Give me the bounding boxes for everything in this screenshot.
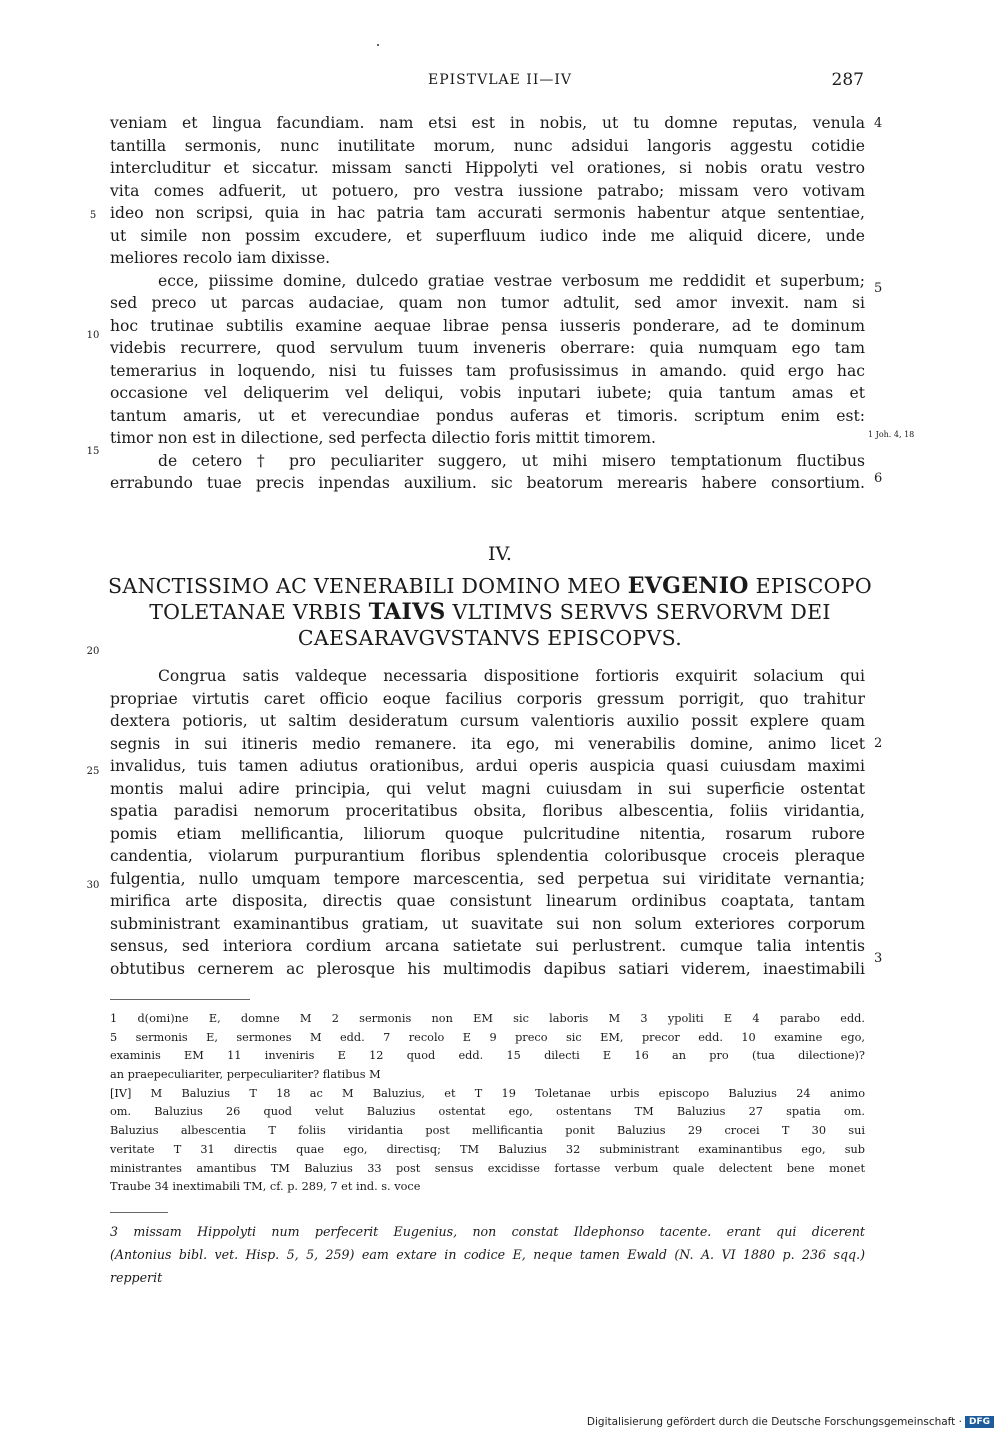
- text-line: pomis etiam mellificantia, liliorum quoque pulcritudine nitentia, rosarum rubore: [110, 824, 865, 843]
- apparatus-line: Baluzius albescentia T foliis viridantia post mellificantia ponit Baluzius 29 crocei T 30 sui: [110, 1124, 865, 1138]
- title-text: SANCTISSIMO AC VENERABILI DOMINO MEO: [108, 574, 621, 598]
- line-number: 25: [86, 766, 100, 777]
- running-title: EPISTVLAE II—IV: [428, 72, 572, 88]
- text-line: meliores recolo iam dixisse.: [110, 249, 331, 267]
- title-line: CAESARAVGVSTANVS EPISCOPVS.: [297, 626, 683, 650]
- paragraph-number: 3: [874, 951, 883, 966]
- scripture-reference: 1 Joh. 4, 18: [868, 430, 915, 439]
- text-line: veniam et lingua facundiam. nam etsi est in nobis, ut tu domne reputas, venula: [110, 114, 865, 132]
- line-number: 30: [86, 880, 100, 891]
- text-line: videbis recurrere, quod servulum tuum inveneris oberrare: quia numquam ego tam: [110, 339, 865, 357]
- title-text: VLTIMVS SERVVS SERVORVM DEI: [452, 600, 831, 624]
- line-number: 15: [86, 446, 100, 457]
- letter-iv-text: [110, 665, 865, 980]
- apparatus-line: [IV] M Baluzius T 18 ac M Baluzius, et T 19 Toletanae urbis episcopo Baluzius 24 animo: [110, 1086, 865, 1100]
- page-number: 287: [831, 70, 864, 90]
- paragraph-number: 4: [874, 116, 883, 131]
- line-number: 5: [89, 210, 97, 221]
- apparatus-line: ministrantes amantibus TM Baluzius 33 post sensus excidisse fortasse verbum quale delectent bene monet: [110, 1161, 865, 1175]
- apparatus-line: 5 sermonis E, sermones M edd. 7 recolo E 9 preco sic EM, precor edd. 10 examine ego,: [110, 1030, 865, 1044]
- apparatus-rule: [110, 999, 250, 1000]
- text-line: vita comes adfuerit, ut potuero, pro vestra iussione patrabo; missam vero votivam: [110, 181, 865, 200]
- text-line: hoc trutinae subtilis examine aequae librae pensa iusseris ponderare, ad te dominum: [110, 316, 865, 335]
- note-line: repperit: [110, 1270, 163, 1285]
- line-number: 20: [86, 646, 100, 657]
- text-line: Congrua satis valdeque necessaria dispositione fortioris exquirit solacium qui: [158, 667, 865, 685]
- dfg-logo-icon: DFG: [965, 1416, 994, 1428]
- text-line: errabundo tuae precis inpendas auxilium. sic beatorum merearis habere consortium.: [110, 474, 865, 492]
- note-rule: [110, 1212, 168, 1213]
- letter-title: [100, 573, 880, 651]
- critical-apparatus: [110, 1010, 865, 1197]
- previous-letter-text: [110, 112, 865, 495]
- text-line: ecce, piissime domine, dulcedo gratiae vestrae verbosum me reddidit et superbum;: [158, 271, 865, 290]
- text-line: montis malui adire principia, qui velut magni cuiusdam in sui superficie ostentat: [110, 779, 865, 798]
- text-line: spatia paradisi nemorum proceritatibus obsita, floribus albescentia, foliis viridantia,: [110, 802, 865, 820]
- text-line: candentia, violarum purpurantium floribus splendentia coloribusque croceis pleraque: [110, 847, 865, 865]
- text-line: invalidus, tuis tamen adiutus orationibus, ardui operis auspicia quasi cuiusdam maximi: [110, 757, 865, 775]
- text-line: ideo non scripsi, quia in hac patria tam accurati sermonis habentur atque sententiae,: [110, 204, 865, 222]
- text-line: sed preco ut parcas audaciae, quam non tumor adtulit, sed amor invexit. nam si: [110, 294, 865, 312]
- title-line: [100, 599, 880, 625]
- paragraph-number: 2: [874, 736, 883, 751]
- text-line: temerarius in loquendo, nisi tu fuisses tam profusissimus in amando. quid ergo hac: [110, 361, 865, 380]
- paragraph-number: 5: [874, 281, 883, 296]
- text-line: occasione vel deliquerim vel deliqui, vobis inputari iubete; quia tantum amas et: [110, 384, 865, 402]
- text-line: tantum amaris, ut et verecundiae pondus auferas et timoris. scriptum enim est:: [110, 406, 865, 425]
- text-line: subministrant examinantibus gratiam, ut suavitate sui non solum exteriores corporum: [110, 914, 865, 933]
- title-text: TOLETANAE VRBIS: [149, 600, 362, 624]
- apparatus-line: veritate T 31 directis quae ego, directisq; TM Baluzius 32 subministrant examinantibus ego, sub: [110, 1142, 865, 1156]
- letter-number: IV.: [488, 543, 512, 565]
- credit-text: Digitalisierung gefördert durch die Deutsche Forschungsgemeinschaft ·: [586, 1416, 962, 1428]
- scan-speck: [377, 44, 379, 46]
- text-line: timor non est in dilectione, sed perfecta dilectio foris mittit timorem.: [110, 429, 656, 447]
- text-line: sensus, sed interiora cordium arcana satietate sui perlustrent. cumque talia intentis: [110, 937, 865, 955]
- editor-note: [110, 1220, 865, 1289]
- paragraph-number: 6: [874, 471, 883, 486]
- apparatus-line: an praepeculiariter, perpeculiariter? flatibus M: [110, 1068, 381, 1082]
- apparatus-line: Traube 34 inextimabili TM, cf. p. 289, 7 et ind. s. voce: [110, 1180, 421, 1194]
- text-line: tantilla sermonis, nunc inutilitate morum, nunc adsidui langoris aggestu cotidie: [110, 136, 865, 155]
- digitization-credit: [587, 1416, 994, 1428]
- text-line: mirifica arte disposita, directis quae consistunt linearum ordinibus coaptata, tantam: [110, 892, 865, 910]
- recipient-name: EVGENIO: [627, 573, 749, 599]
- text-line: dextera potioris, ut saltim desideratum cursum valentioris auxilio possit explere quam: [110, 712, 865, 730]
- note-line: 3 missam Hippolyti num perfecerit Eugenius, non constat Ildephonso tacente. erant qui dicerent: [110, 1224, 865, 1239]
- apparatus-line: om. Baluzius 26 quod velut Baluzius ostentat ego, ostentans TM Baluzius 27 spatia om.: [110, 1105, 865, 1119]
- text-line: segnis in sui itineris medio remanere. ita ego, mi venerabilis domine, animo licet: [110, 734, 865, 753]
- text-line: de cetero † pro peculiariter suggero, ut mihi misero temptationum fluctibus: [158, 451, 865, 470]
- note-line: (Antonius bibl. vet. Hisp. 5, 5, 259) eam extare in codice E, neque tamen Ewald (N. A. VI 1880 p. 236 sqq.): [110, 1247, 865, 1262]
- sender-name: TAIVS: [368, 599, 446, 625]
- apparatus-line: 1 d(omi)ne E, domne M 2 sermonis non EM sic laboris M 3 ypoliti E 4 parabo edd.: [110, 1012, 865, 1025]
- text-line: intercluditur et siccatur. missam sancti Hippolyti vel orationes, si nobis oratu vestro: [110, 159, 865, 177]
- text-line: fulgentia, nullo umquam tempore marcescentia, sed perpetua sui viriditate vernantia;: [110, 869, 865, 888]
- title-text: EPISCOPO: [755, 574, 872, 598]
- text-line: obtutibus cernerem ac plerosque his multimodis dapibus satiari viderem, inaestimabili: [110, 959, 865, 978]
- apparatus-line: examinis EM 11 inveniris E 12 quod edd. 15 dilecti E 16 an pro (tua dilectione)?: [110, 1049, 865, 1063]
- text-line: ut simile non possim excudere, et superfluum iudico inde me aliquid dicere, unde: [110, 226, 865, 245]
- text-line: propriae virtutis caret officio eoque facilius corporis gressum porrigit, quo trahitur: [110, 689, 865, 708]
- title-line: [100, 573, 880, 599]
- line-number: 10: [86, 330, 100, 341]
